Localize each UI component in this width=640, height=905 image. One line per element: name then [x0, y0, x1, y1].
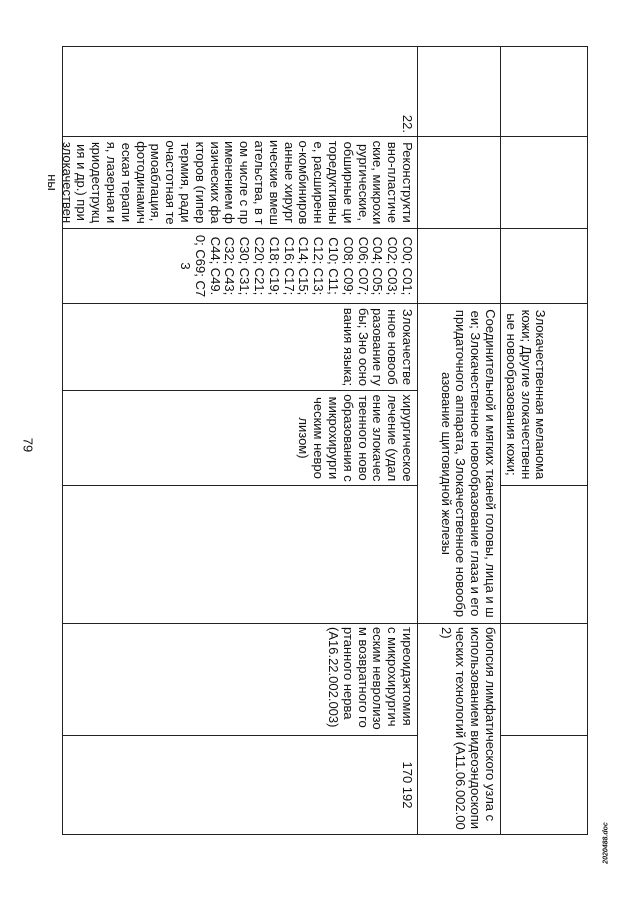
cell-name	[418, 136, 501, 228]
cell-treatment: хирургическое лечение (удаление злокачественного новообразования с микрохирургическим невролизом)	[62, 390, 418, 485]
cell-number	[418, 46, 501, 136]
cell-diagnosis: Злокачественное новообразование губы; Зно основания языка;	[62, 303, 418, 390]
table-row	[44, 46, 418, 835]
document-file-code: 2020488.doc	[602, 822, 610, 864]
cell-diagnosis: Злокачественная меланома кожи; Другие злокачественные новообразования кожи;	[501, 303, 588, 485]
table-row	[418, 46, 501, 835]
cell-method: биопсия лимфатического узла с использованием видеоэндоскопических технологий (А11.06.002.002)	[418, 623, 501, 835]
cell-diagnosis: Соединительной и мягких тканей головы, лица и шеи; Злокачественное новообразование глаза и его придаточного аппарата, Злокачественное новообразование щитовидной железы	[418, 303, 501, 623]
cell-number	[501, 46, 588, 136]
cell-codes	[501, 228, 588, 303]
page-number: 79	[20, 437, 36, 453]
table-row	[501, 46, 588, 835]
cell-codes: С00; С01; С02; С03; С04; С05; С06; С07; С08; С09; С10; С11; С12; С13; С14; С15; С16; С17; С18; С19; С20; С21; С30; С31; С32; С43; С44; С49.0; С69; С73	[62, 228, 418, 303]
cell-codes	[418, 228, 501, 303]
cell-cost	[501, 735, 588, 835]
cell-cost: 170 192	[62, 735, 418, 835]
cell-empty	[62, 485, 418, 623]
cell-treatment	[501, 485, 588, 623]
cell-method: тиреоидэктомия с микрохирургическим невролизом возвратного гортанного нерва (А16.22.002.003)	[62, 623, 418, 735]
cell-number: 22.	[62, 46, 418, 136]
cell-name	[501, 136, 588, 228]
cell-name: Реконструктивно-пластические, микрохирургические, обширные циторедуктивные, расширенно-комбинированные хирургические вмешательства, в том числе с применением физических факторов (гипертермия, радиочастотная термоаблация, фотодинамическая терапия, лазерная и криодеструкция и др.) при злокачественны	[62, 136, 418, 228]
cell-method	[501, 623, 588, 735]
rotated-table	[44, 46, 588, 835]
